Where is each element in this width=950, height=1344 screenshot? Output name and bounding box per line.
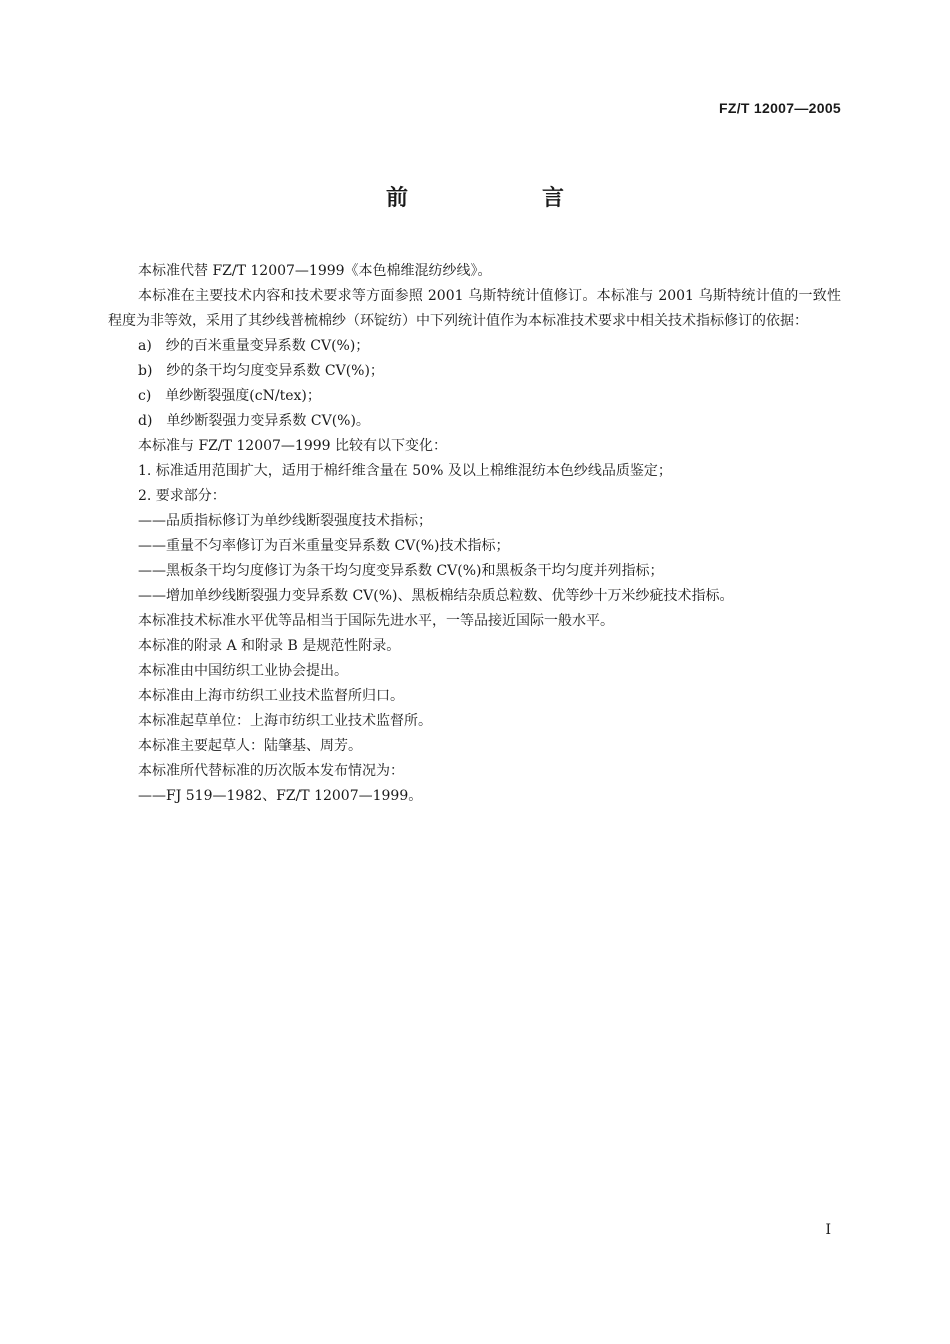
paragraph-drafters: 本标准主要起草人：陆肇基、周芳。 (138, 738, 362, 754)
paragraph-drafting-unit: 本标准起草单位：上海市纺织工业技术监督所。 (138, 713, 432, 729)
list-item-b: b) 纱的条干均匀度变异系数 CV(%)； (138, 363, 384, 379)
list-item-d: d) 单纱断裂强力变异系数 CV(%)。 (138, 413, 370, 429)
paragraph-managed: 本标准由上海市纺织工业技术监督所归口。 (138, 688, 404, 704)
paragraph-history: 本标准所代替标准的历次版本发布情况为： (138, 763, 404, 779)
paragraph-proposed: 本标准由中国纺织工业协会提出。 (138, 663, 348, 679)
foreword-body (108, 259, 841, 809)
standard-code: FZ/T 12007—2005 (718, 100, 841, 116)
dash-item: ——品质指标修订为单纱线断裂强度技术指标； (138, 513, 432, 529)
paragraph-annex: 本标准的附录 A 和附录 B 是规范性附录。 (138, 638, 401, 654)
dash-item: ——增加单纱线断裂强力变异系数 CV(%)、黑板棉结杂质总粒数、优等纱十万米纱疵技术指标。 (138, 588, 734, 604)
list-item-a: a) 纱的百米重量变异系数 CV(%)； (138, 338, 370, 354)
change-item-1: 1. 标准适用范围扩大，适用于棉纤维含量在 50% 及以上棉维混纺本色纱线品质鉴定； (138, 463, 672, 479)
change-item-2: 2. 要求部分： (138, 488, 226, 504)
paragraph-level: 本标准技术标准水平优等品相当于国际先进水平，一等品接近国际一般水平。 (138, 613, 614, 629)
dash-item: ——黑板条干均匀度修订为条干均匀度变异系数 CV(%)和黑板条干均匀度并列指标； (138, 563, 664, 579)
dash-item: ——重量不匀率修订为百米重量变异系数 CV(%)技术指标； (138, 538, 510, 554)
page-number: I (825, 1222, 831, 1238)
list-item-c: c) 单纱断裂强度(cN/tex)； (138, 388, 321, 404)
page-title: 前 言 (385, 186, 620, 211)
dash-item: ——FJ 519—1982、FZ/T 12007—1999。 (138, 788, 423, 804)
paragraph-basis: 本标准在主要技术内容和技术要求等方面参照 2001 乌斯特统计值修订。本标准与 2001 乌斯特统计值的一致性程度为非等效，采用了其纱线普梳棉纱（环锭纺）中下列统计值作为本标准技术要求中相关技术指标修订的依据： (108, 288, 841, 329)
paragraph-changes: 本标准与 FZ/T 12007—1999 比较有以下变化： (138, 438, 448, 454)
paragraph-replaces: 本标准代替 FZ/T 12007—1999《本色棉维混纺纱线》。 (138, 263, 492, 279)
